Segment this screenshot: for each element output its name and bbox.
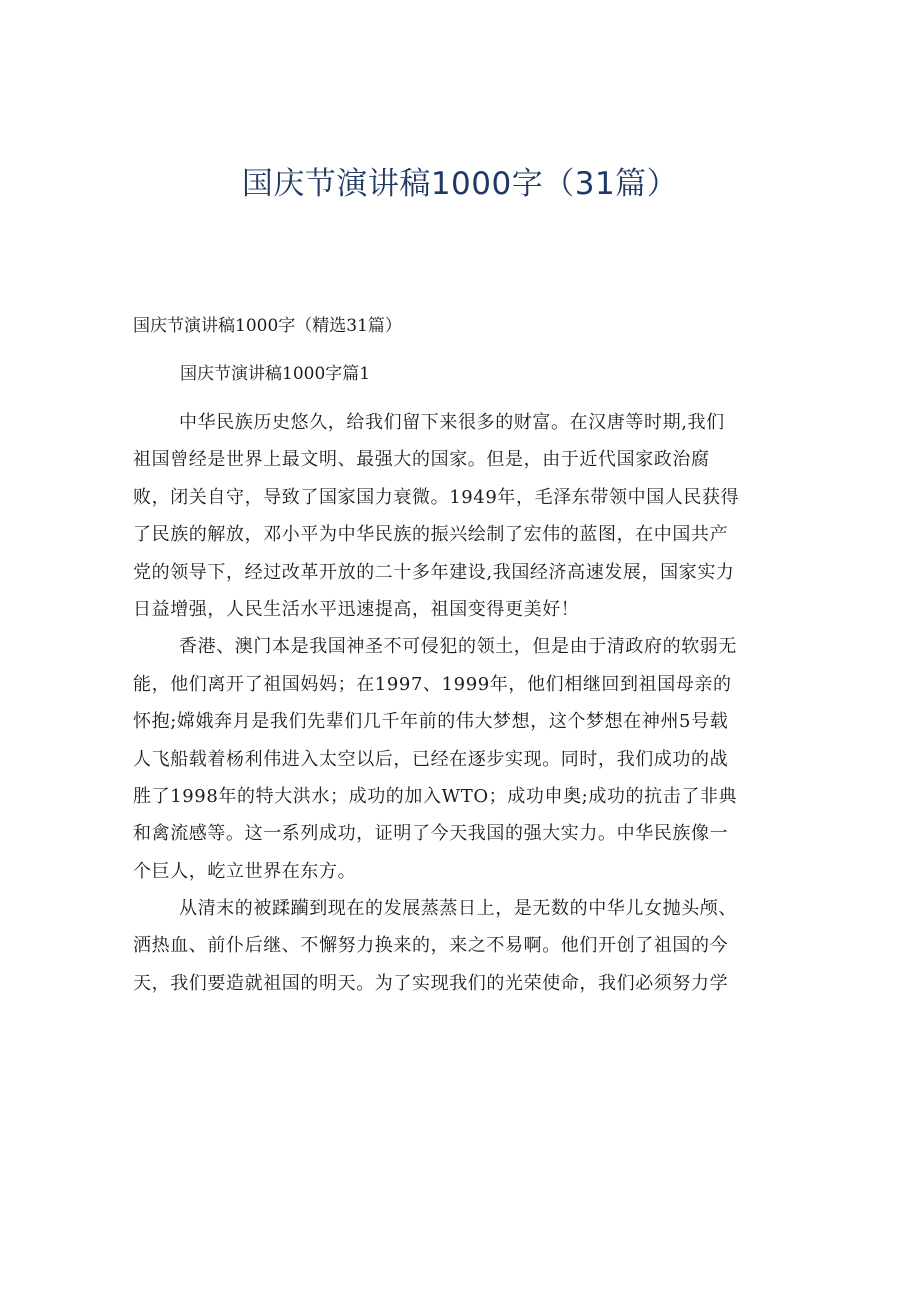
text-line: 洒热血、前仆后继、不懈努力换来的，来之不易啊。他们开创了祖国的今 [133,935,729,957]
paragraph-2 [133,628,793,890]
text-line: 胜了1998年的特大洪水；成功的加入WTO；成功申奥;成功的抗击了非典 [133,785,738,807]
text-line: 个巨人，屹立世界在东方。 [133,860,357,882]
text-line: 日益增强，人民生活水平迅速提高，祖国变得更美好！ [133,598,580,620]
text-line: 了民族的解放，邓小平为中华民族的振兴绘制了宏伟的蓝图，在中国共产 [133,524,729,546]
text-line: 天，我们要造就祖国的明天。为了实现我们的光荣使命，我们必须努力学 [133,972,729,994]
paragraph-1 [133,404,793,628]
text-line: 人飞船载着杨利伟进入太空以后，已经在逐步实现。同时，我们成功的战 [133,748,729,770]
text-line: 怀抱;嫦娥奔月是我们先辈们几千年前的伟大梦想，这个梦想在神州5号载 [133,711,729,733]
text-line: 从清末的被蹂躏到现在的发展蒸蒸日上，是无数的中华儿女抛头颅、 [179,898,737,920]
paragraph-3 [133,890,793,1002]
document-subtitle: 国庆节演讲稿1000字（精选31篇） [133,316,402,336]
text-line: 祖国曾经是世界上最文明、最强大的国家。但是，由于近代国家政治腐 [133,449,710,471]
section-heading: 国庆节演讲稿1000字篇1 [180,364,371,384]
text-line: 党的领导下，经过改革开放的二十多年建设,我国经济高速发展，国家实力 [133,561,735,583]
document-title: 国庆节演讲稿1000字（31篇） [241,166,679,202]
document-body [133,404,793,1002]
text-line: 香港、澳门本是我国神圣不可侵犯的领土，但是由于清政府的软弱无 [179,636,737,658]
text-line: 和禽流感等。这一系列成功，证明了今天我国的强大实力。中华民族像一 [133,823,729,845]
text-line: 能，他们离开了祖国妈妈；在1997、1999年，他们相继回到祖国母亲的 [133,673,732,695]
text-line: 中华民族历史悠久，给我们留下来很多的财富。在汉唐等时期,我们 [179,412,725,433]
text-line: 败，闭关自守，导致了国家国力衰微。1949年，毛泽东带领中国人民获得 [133,486,740,508]
